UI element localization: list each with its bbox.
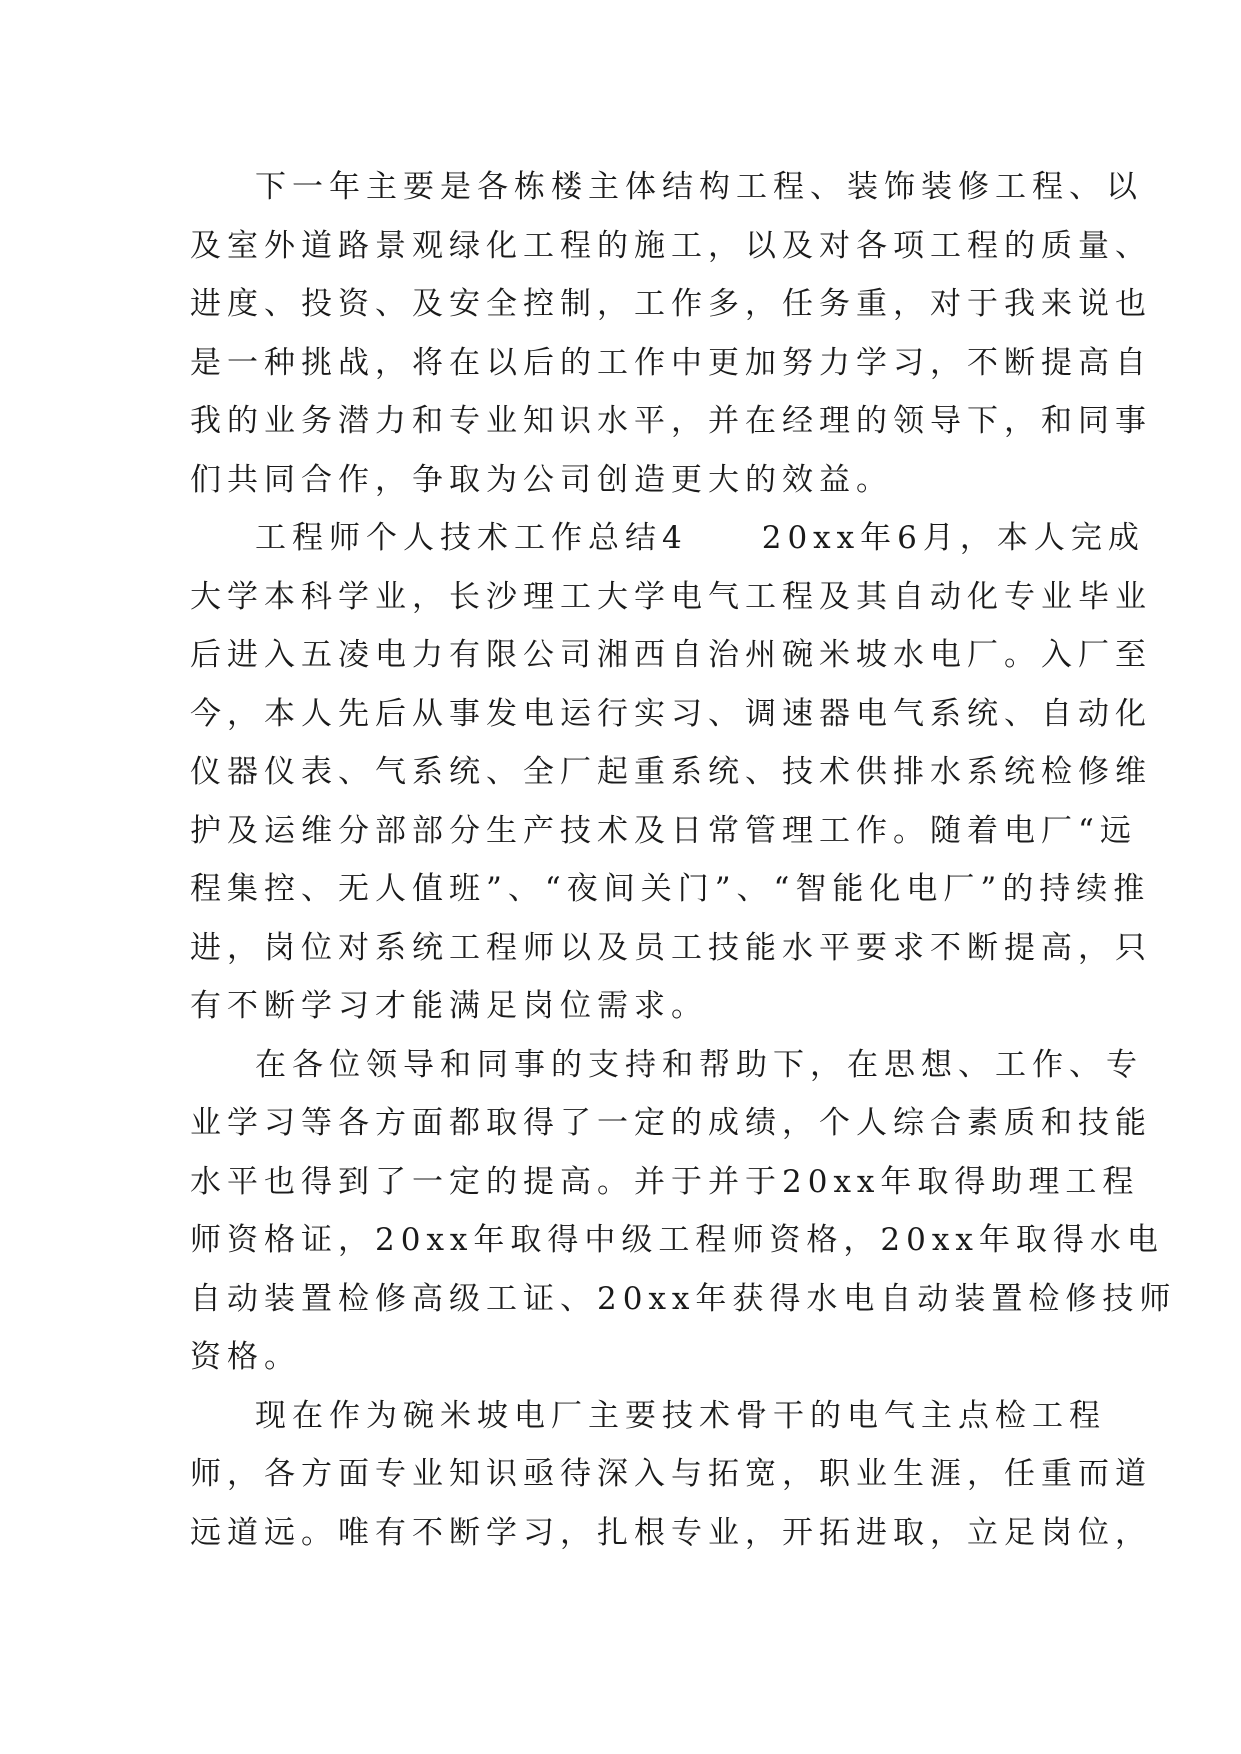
text-line: 师资格证，20xx年取得中级工程师资格，20xx年取得水电 [190,1222,1164,1258]
text-line: 仪器仪表、气系统、全厂起重系统、技术供排水系统检修维 [190,754,1152,790]
text-line: 及室外道路景观绿化工程的施工，以及对各项工程的质量、 [190,227,1152,264]
document-body [190,158,1177,1562]
text-line: 进，岗位对系统工程师以及员工技能水平要求不断提高，只 [190,929,1152,966]
text-line: 是一种挑战，将在以后的工作中更加努力学习，不断提高自 [190,344,1152,381]
text-line: 师，各方面专业知识亟待深入与拓宽，职业生涯，任重而道 [190,1456,1152,1492]
paragraph [190,509,1152,1036]
text-line: 护及运维分部部分生产技术及日常管理工作。随着电厂“远 [190,812,1137,849]
text-line: 自动装置检修高级工证、20xx年获得水电自动装置检修技师 [190,1280,1177,1317]
text-line: 大学本科学业，长沙理工大学电气工程及其自动化专业毕业 [190,578,1152,615]
text-line: 资格。 [190,1339,301,1375]
text-line: 们共同合作，争取为公司创造更大的效益。 [190,461,893,498]
text-line: 现在作为碗米坡电厂主要技术骨干的电气主点检工程 [255,1397,1106,1434]
text-line: 程集控、无人值班”、“夜间关门”、“智能化电厂”的持续推 [190,871,1151,907]
text-line: 业学习等各方面都取得了一定的成绩，个人综合素质和技能 [190,1105,1152,1141]
text-line: 我的业务潜力和专业知识水平，并在经理的领导下，和同事 [190,403,1152,439]
paragraph [190,1387,1152,1563]
text-line: 下一年主要是各栋楼主体结构工程、装饰装修工程、以 [255,169,1143,205]
paragraph [190,158,1152,509]
text-line: 今，本人先后从事发电运行实习、调速器电气系统、自动化 [190,695,1152,732]
text-line: 远道远。唯有不断学习，扎根专业，开拓进取，立足岗位， [190,1514,1152,1551]
text-line: 工程师个人技术工作总结4 20xx年6月，本人完成 [255,520,1145,556]
text-line: 在各位领导和同事的支持和帮助下，在思想、工作、专 [255,1046,1143,1083]
text-line: 有不断学习才能满足岗位需求。 [190,988,708,1024]
paragraph [190,1036,1177,1387]
text-line: 进度、投资、及安全控制，工作多，任务重，对于我来说也 [190,286,1152,322]
text-line: 水平也得到了一定的提高。并于并于20xx年取得助理工程 [190,1163,1140,1200]
text-line: 后进入五凌电力有限公司湘西自治州碗米坡水电厂。入厂至 [190,637,1152,673]
